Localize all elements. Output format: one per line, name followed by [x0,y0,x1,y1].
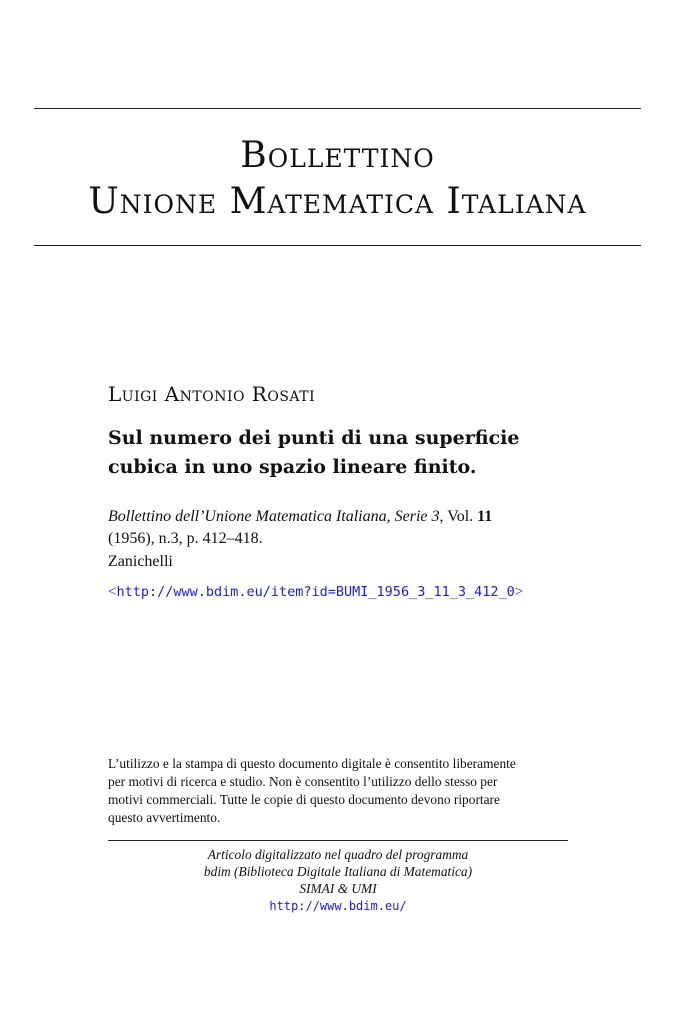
citation-details: (1956), n.3, p. 412–418. [108,530,263,547]
article-url-link[interactable]: http://www.bdim.eu/item?id=BUMI_1956_3_11_3_412_0 [116,584,515,600]
journal-masthead [34,133,641,225]
url-open-bracket: < [108,584,117,600]
top-rule [34,108,641,109]
footer-url-link[interactable]: http://www.bdim.eu/ [269,899,407,913]
notice-line-4: questo avvertimento. [108,810,221,825]
footer-line-3: SIMAI & UMI [299,881,377,896]
citation-volume: 11 [477,508,493,525]
footer-line-2: bdim (Biblioteca Digitale Italiana di Matematica) [203,864,473,879]
article-url-line [108,582,523,601]
digitization-footer [108,846,568,915]
notice-line-3: motivi commerciali. Tutte le copie di questo documento devono riportare [108,792,500,807]
masthead-line-1: Bollettino [240,135,435,176]
citation-journal: Bollettino dell’Unione Matematica Italiana, Serie 3 [108,508,440,525]
notice-line-2: per motivi di ricerca e studio. Non è consentito l’utilizzo dello stesso per [108,774,498,789]
citation-vol-prefix: , Vol. [439,508,478,525]
article-title [108,424,578,482]
masthead-line-2: Unione Matematica Italiana [88,181,587,222]
article-author: Luigi Antonio Rosati [108,382,316,406]
article-citation [108,506,568,550]
footer-line-1: Articolo digitalizzato nel quadro del programma [207,847,469,862]
article-publisher: Zanichelli [108,553,173,570]
article-title-line-1: Sul numero dei punti di una superficie [108,427,520,449]
usage-notice [108,755,570,827]
url-close-bracket: > [514,584,524,600]
notice-line-1: L’utilizzo e la stampa di questo documento digitale è consentito liberamente [108,756,516,771]
article-title-line-2: cubica in uno spazio lineare finito. [108,456,477,478]
footer-rule [108,840,568,841]
masthead-bottom-rule [34,245,641,246]
